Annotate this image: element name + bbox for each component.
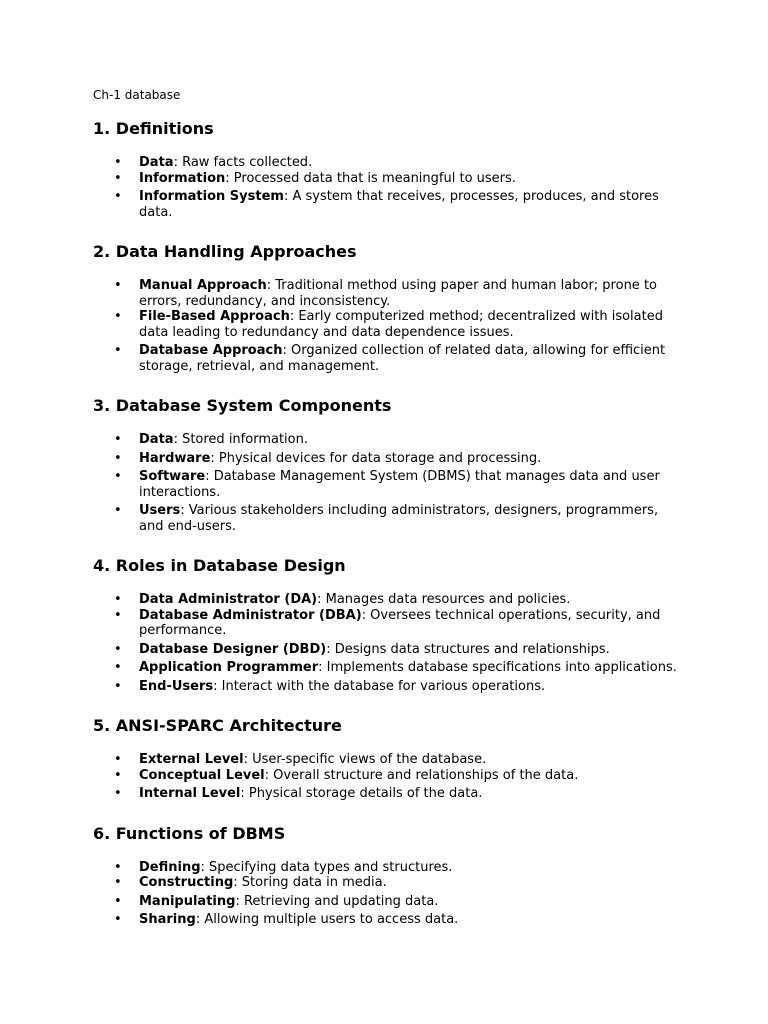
item-term: Data Administrator (DA) — [139, 592, 318, 607]
item-description: : Processed data that is meaningful to users. — [225, 170, 516, 186]
bullet-dot-icon: • — [114, 893, 122, 909]
section-heading: 6. Functions of DBMS — [93, 823, 286, 843]
item-term: Users — [139, 503, 181, 518]
bullet-dot-icon: • — [114, 859, 122, 875]
list-item — [93, 309, 683, 340]
list-item — [93, 679, 683, 695]
item-term: Sharing — [139, 912, 196, 927]
section-1 — [93, 119, 683, 220]
section-heading: 5. ANSI-SPARC Architecture — [93, 716, 342, 735]
bullet-dot-icon: • — [114, 155, 122, 170]
list-item — [93, 912, 683, 928]
list-item — [93, 768, 683, 784]
list-item — [93, 278, 683, 309]
item-description: : Allowing multiple users to access data. — [195, 912, 459, 927]
bullet-dot-icon: • — [114, 469, 122, 484]
list-item — [93, 894, 683, 910]
list-item — [93, 171, 683, 187]
bullet-dot-icon: • — [114, 912, 122, 927]
bullet-dot-icon: • — [114, 767, 122, 783]
item-term: Defining — [139, 859, 201, 875]
bullet-dot-icon: • — [114, 660, 122, 675]
bullet-dot-icon: • — [114, 592, 122, 607]
bullet-dot-icon: • — [114, 607, 122, 623]
item-description: : Specifying data types and structures. — [200, 859, 453, 875]
document-page — [93, 88, 683, 928]
item-description: : Storing data in media. — [233, 875, 387, 890]
item-term: External Level — [139, 752, 244, 767]
item-description: : Designs data structures and relationships. — [326, 641, 610, 657]
list-item — [93, 503, 683, 534]
section-6 — [93, 824, 683, 928]
item-term: Application Programmer — [139, 660, 319, 675]
list-item — [93, 343, 683, 374]
bullet-dot-icon: • — [114, 343, 122, 358]
bullet-dot-icon: • — [114, 678, 122, 694]
item-description: : Stored information. — [173, 432, 308, 447]
item-description: : Retrieving and updating data. — [235, 893, 439, 909]
list-item — [93, 469, 683, 500]
bullet-dot-icon: • — [114, 278, 122, 293]
item-description: : Traditional method using paper and human labor; prone to errors, redundancy, and inconsistency. — [139, 278, 657, 309]
item-description: : Database Management System (DBMS) that manages data and user interactions. — [139, 469, 660, 500]
bullet-dot-icon: • — [114, 752, 122, 767]
list-item — [93, 189, 683, 220]
item-term: Conceptual Level — [139, 767, 265, 783]
list-item — [93, 608, 683, 639]
bullet-dot-icon: • — [114, 309, 122, 324]
bullet-list — [93, 432, 683, 534]
item-description: : Raw facts collected. — [173, 155, 313, 170]
bullet-list — [93, 752, 683, 802]
section-3 — [93, 396, 683, 534]
list-item — [93, 432, 683, 448]
section-2 — [93, 242, 683, 374]
item-description: : A system that receives, processes, produces, and stores data. — [139, 189, 659, 220]
item-term: Data — [139, 432, 174, 447]
item-description: : Overall structure and relationships of the data. — [264, 767, 579, 783]
list-item — [93, 451, 683, 467]
item-term: End-Users — [139, 678, 214, 694]
bullet-dot-icon: • — [114, 432, 122, 447]
bullet-dot-icon: • — [114, 189, 122, 204]
list-item — [93, 660, 683, 676]
bullet-list — [93, 155, 683, 220]
section-heading: 4. Roles in Database Design — [93, 556, 346, 575]
item-term: Software — [139, 469, 206, 484]
item-term: Constructing — [139, 875, 234, 890]
item-term: Database Approach — [139, 343, 283, 358]
item-description: : User-specific views of the database. — [243, 752, 487, 767]
list-item — [93, 860, 683, 876]
list-item — [93, 642, 683, 658]
item-term: Data — [139, 155, 174, 170]
section-heading: 3. Database System Components — [93, 396, 392, 415]
sections-container — [93, 119, 683, 928]
section-heading: 2. Data Handling Approaches — [93, 242, 357, 261]
section-5 — [93, 716, 683, 802]
list-item — [93, 786, 683, 802]
item-description: : Interact with the database for various operations. — [213, 678, 546, 694]
bullet-dot-icon: • — [114, 170, 122, 186]
item-term: Database Administrator (DBA) — [139, 607, 362, 623]
bullet-list — [93, 860, 683, 928]
item-description: : Physical storage details of the data. — [240, 786, 483, 801]
item-description: : Oversees technical operations, security, and performance. — [139, 607, 661, 638]
bullet-dot-icon: • — [114, 503, 122, 518]
item-description: : Organized collection of related data, allowing for efficient storage, retrieval, and management. — [139, 343, 666, 374]
item-description: : Early computerized method; decentralized with isolated data leading to redundancy and data dependence issues. — [139, 309, 663, 340]
item-term: Manual Approach — [139, 278, 267, 293]
list-item — [93, 592, 683, 608]
bullet-dot-icon: • — [114, 450, 122, 466]
item-term: File-Based Approach — [139, 309, 290, 324]
list-item — [93, 875, 683, 891]
item-term: Manipulating — [139, 893, 236, 909]
list-item — [93, 155, 683, 171]
section-heading: 1. Definitions — [93, 119, 214, 138]
document-title: Ch-1 database — [93, 88, 181, 102]
bullet-dot-icon: • — [114, 641, 122, 657]
list-item — [93, 752, 683, 768]
bullet-dot-icon: • — [114, 875, 122, 890]
item-term: Hardware — [139, 450, 211, 466]
item-term: Information — [139, 170, 226, 186]
item-description: : Manages data resources and policies. — [317, 592, 571, 607]
item-description: : Physical devices for data storage and processing. — [210, 450, 542, 466]
item-description: : Implements database specifications into applications. — [318, 660, 677, 675]
item-term: Information System — [139, 189, 284, 204]
bullet-list — [93, 278, 683, 374]
item-description: : Various stakeholders including administrators, designers, programmers, and end-users. — [139, 503, 659, 534]
item-term: Database Designer (DBD) — [139, 641, 327, 657]
bullet-list — [93, 592, 683, 694]
bullet-dot-icon: • — [114, 786, 122, 801]
section-4 — [93, 556, 683, 694]
item-term: Internal Level — [139, 786, 241, 801]
